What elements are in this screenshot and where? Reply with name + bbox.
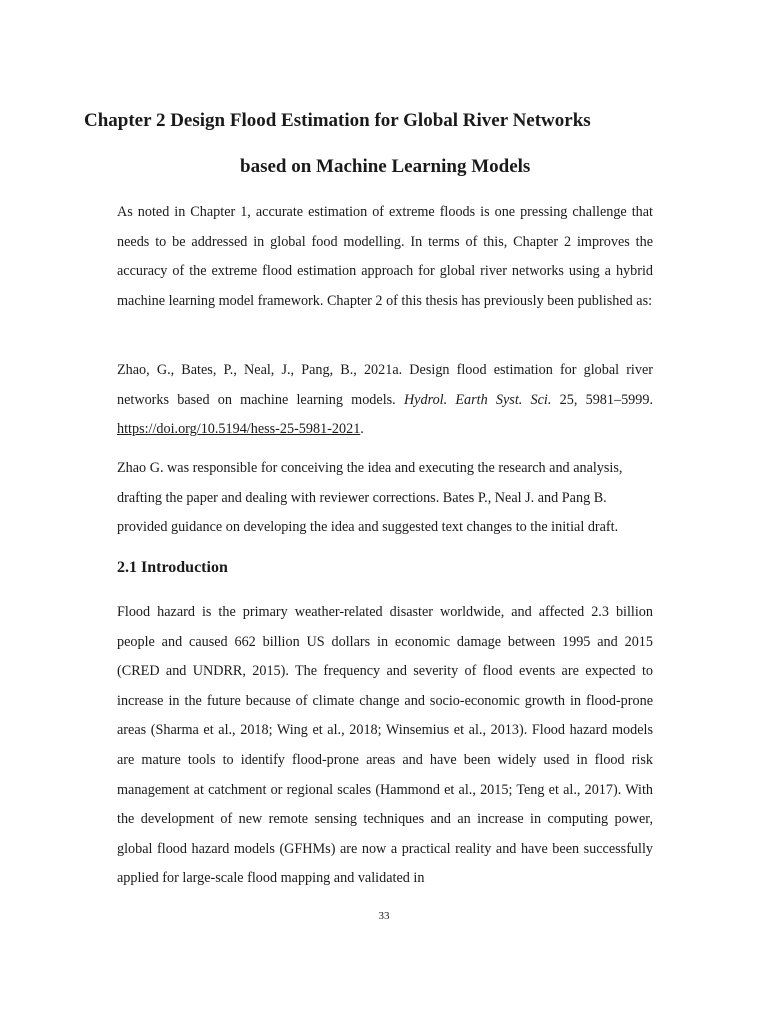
intro-paragraph: As noted in Chapter 1, accurate estimation of extreme floods is one pressing challenge that needs to be addressed in global food modelling. In terms of this, Chapter 2 improves the accuracy of the extreme flood estimation approach for global river networks using a hybrid machine learning model framework. Chapter 2 of this thesis has previously been published as: (117, 204, 653, 309)
citation-volume-pages: 25, 5981–5999. (551, 391, 654, 408)
citation-journal: Hydrol. Earth Syst. Sci. (403, 391, 552, 408)
page-number: 33 (378, 910, 390, 922)
citation-authors-title: Zhao, G., Bates, P., Neal, J., Pang, B., 2021a. Design flood estimation for global river networks based on machine learning models. (117, 362, 653, 408)
doi-link[interactable]: https://doi.org/10.5194/hess-25-5981-2021 (117, 421, 361, 438)
citation-end: . (360, 421, 364, 438)
chapter-title-line-2: based on Machine Learning Models (240, 156, 531, 177)
citation-paragraph (117, 356, 653, 445)
section-heading: 2.1 Introduction (117, 559, 228, 576)
contribution-paragraph: Zhao G. was responsible for conceiving the idea and executing the research and analysis, drafting the paper and dealing with reviewer corrections. Bates P., Neal J. and Pang B. provided guidance on developing the idea and suggested text changes to the initial draft. (117, 460, 623, 536)
chapter-title-line-1: Chapter 2 Design Flood Estimation for Global River Networks (84, 110, 591, 131)
chapter-title (84, 98, 684, 190)
introduction-paragraph: Flood hazard is the primary weather-related disaster worldwide, and affected 2.3 billion people and caused 662 billion US dollars in economic damage between 1995 and 2015 (CRED and UNDRR, 2015). The frequency and severity of flood events are expected to increase in the future because of climate change and socio-economic growth in flood-prone areas (Sharma et al., 2018; Wing et al., 2018; Winsemius et al., 2013). Flood hazard models are mature tools to identify flood-prone areas and have been widely used in flood risk management at catchment or regional scales (Hammond et al., 2015; Teng et al., 2017). With the development of new remote sensing techniques and an increase in computing power, global flood hazard models (GFHMs) are now a practical reality and have been successfully applied for large-scale flood mapping and validated in (117, 604, 653, 887)
